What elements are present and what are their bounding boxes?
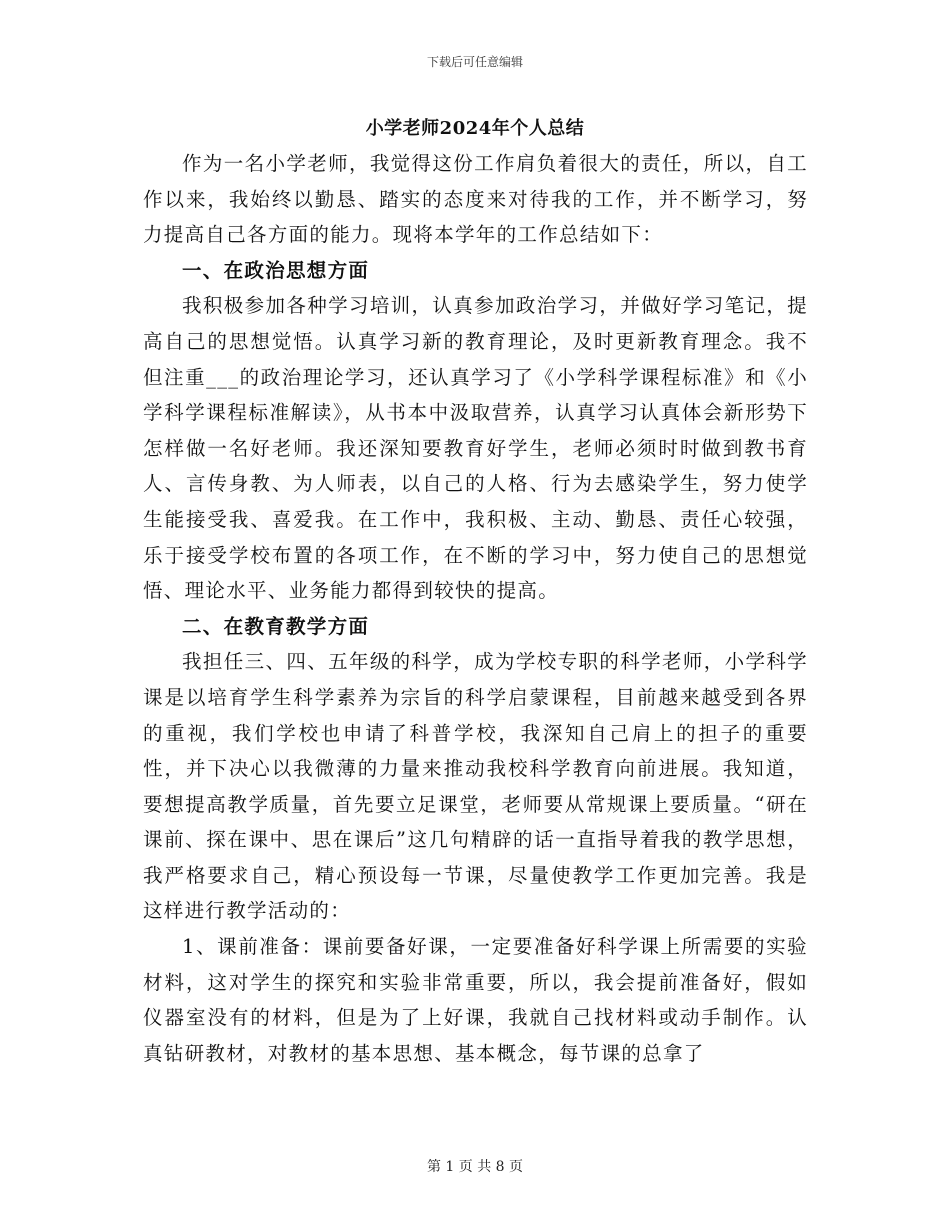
section-paragraph-teaching: 我担任三、四、五年级的科学，成为学校专职的科学老师，小学科学课是以培育学生科学素养为宗旨的科学启蒙课程，目前越来越受到各界的重视，我们学校也申请了科普学校，我深知自己肩上的担子的重要性，并下决心以我微薄的力量来推动我校科学教育向前进展。我知道，要想提高教学质量，首先要立足课堂，老师要从常规课上要质量。“研在课前、探在课中、思在课后”这几句精辟的话一直指导着我的教学思想，我严格要求自己，精心预设每一节课，尽量使教学工作更加完善。我是这样进行教学活动的： [143, 650, 808, 923]
page-number-footer: 第 1 页 共 8 页 [426, 1159, 524, 1175]
section-heading-politics: 一、在政治思想方面 [182, 258, 370, 282]
intro-paragraph: 作为一名小学老师，我觉得这份工作肩负着很大的责任，所以，自工作以来，我始终以勤恳、踏实的态度来对待我的工作，并不断学习，努力提高自己各方面的能力。现将本学年的工作总结如下： [143, 152, 808, 247]
document-title: 小学老师2024年个人总结 [365, 118, 585, 139]
section-heading-teaching: 二、在教育教学方面 [182, 614, 370, 638]
header-note: 下载后可任意编辑 [426, 55, 523, 69]
document-body [143, 146, 808, 1071]
section-paragraph-politics: 我积极参加各种学习培训，认真参加政治学习，并做好学习笔记，提高自己的思想觉悟。认真学习新的教育理论，及时更新教育理念。我不但注重___的政治理论学习，还认真学习了《小学科学课程标准》和《小学科学课程标准解读》，从书本中汲取营养，认真学习认真体会新形势下怎样做一名好老师。我还深知要教育好学生，老师必须时时做到教书育人、言传身教、为人师表，以自己的人格、行为去感染学生，努力使学生能接受我、喜爱我。在工作中，我积极、主动、勤恳、责任心较强，乐于接受学校布置的各项工作，在不断的学习中，努力使自己的思想觉悟、理论水平、业务能力都得到较快的提高。 [143, 294, 808, 603]
list-item-preparation: 1、课前准备：课前要备好课，一定要准备好科学课上所需要的实验材料，这对学生的探究和实验非常重要，所以，我会提前准备好，假如仪器室没有的材料，但是为了上好课，我就自己找材料或动手制作。认真钻研教材，对教材的基本思想、基本概念，每节课的总拿了 [143, 935, 808, 1065]
